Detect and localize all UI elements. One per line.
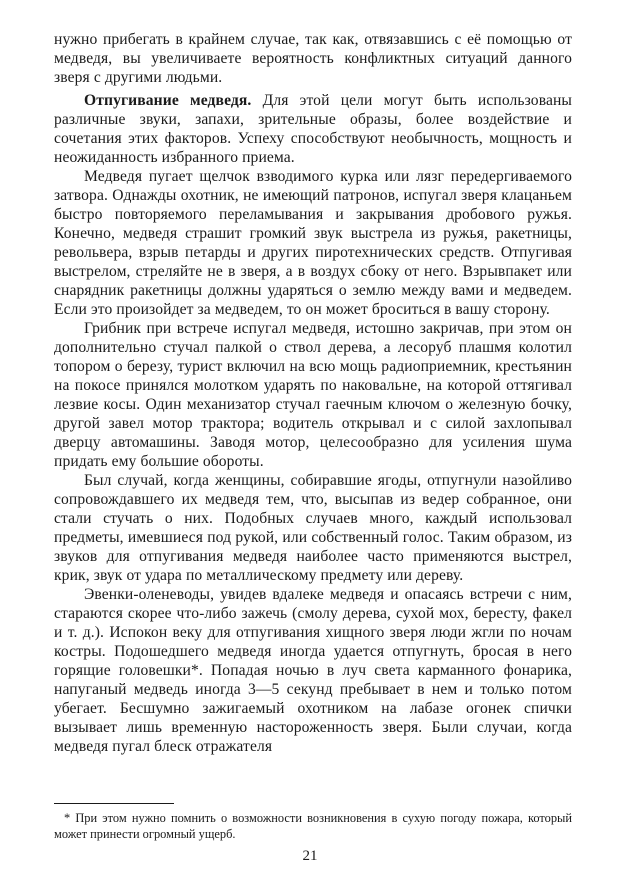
page-body xyxy=(54,30,572,756)
paragraph-2-text: Для этой цели могут быть использованы различные звуки, запахи, зрительные образы, более воздействие и сочетания этих факторов. Успеху способствуют необычность, мощность и неожиданность избранного приема. xyxy=(54,92,572,166)
paragraph-3 xyxy=(54,167,572,319)
page-number: 21 xyxy=(302,848,318,864)
paragraph-3-text: Медведя пугает щелчок взводимого курка или лязг передергиваемого затвора. Однажды охотник, не имеющий патронов, испугал зверя клацаньем быстро повторяемого переламывания и закрывания дробового ружья. Конечно, медведя страшит громкий звук выстрела из ружья, ракетницы, револьвера, взрыв петарды и других пиротехнических средств. Отпугивая выстрелом, стреляйте не в зверя, а в воздух сбоку от него. Взрывпакет или снарядник ракетницы должны ударяться о землю между вами и медведем. Если это произойдет за медведем, то он может броситься в вашу сторону. xyxy=(54,168,572,318)
footnote-divider xyxy=(54,803,174,804)
footnote: * При этом нужно помнить о возможности возникновения в сухую погоду пожара, который может принести огромный ущерб. xyxy=(54,811,572,841)
paragraph-5 xyxy=(54,471,572,585)
paragraph-2 xyxy=(54,91,572,167)
paragraph-6-text: Эвенки-оленеводы, увидев вдалеке медведя и опасаясь встречи с ним, стараются скорее что-либо зажечь (смолу дерева, сухой мох, бересту, факел и т. д.). Испокон веку для отпугивания хищного зверя люди жгли по ночам костры. Подошедшего медведя иногда удается отпугнуть, бросая в него горящие головешки*. Попадая ночью в луч света карманного фонарика, напуганый медведь иногда 3—5 секунд пребывает в нем и только потом убегает. Бесшумно зажигаемый охотником на лабазе огонек спички вызывает лишь временную настороженность зверя. Были случаи, когда медведя пугал блеск отражателя xyxy=(54,586,572,755)
section-heading: Отпугивание медведя. xyxy=(84,92,252,109)
paragraph-6 xyxy=(54,585,572,756)
paragraph-1 xyxy=(54,30,572,87)
paragraph-4-text: Грибник при встрече испугал медведя, истошно закричав, при этом он дополнительно стучал палкой о ствол дерева, а лесоруб плашмя колотил топором о березу, турист включил на всю мощь радиоприемник, крестьянин на покосе принялся молотком ударять по наковальне, на которой оттягивал лезвие косы. Один механизатор стучал гаечным ключом о железную бочку, другой завел мотор трактора; водитель открывал и с силой захлопывал дверцу автомашины. Заводя мотор, целесообразно для усиления шума придать ему большие обороты. xyxy=(54,320,572,470)
paragraph-5-text: Был случай, когда женщины, собиравшие ягоды, отпугнули назойливо сопровождавшего их медведя тем, что, высыпав из ведер собранное, они стали стучать о них. Подобных случаев много, каждый использовал предметы, имевшиеся под рукой, или собственный голос. Таким образом, из звуков для отпугивания медведя наиболее часто применяются выстрел, крик, звук от удара по металлическому предмету или дереву. xyxy=(54,472,572,584)
paragraph-4 xyxy=(54,319,572,471)
paragraph-1-text: нужно прибегать в крайнем случае, так как, отвязавшись с её помощью от медведя, вы увеличиваете вероятность конфликтных ситуаций данного зверя с другими людьми. xyxy=(54,31,572,86)
